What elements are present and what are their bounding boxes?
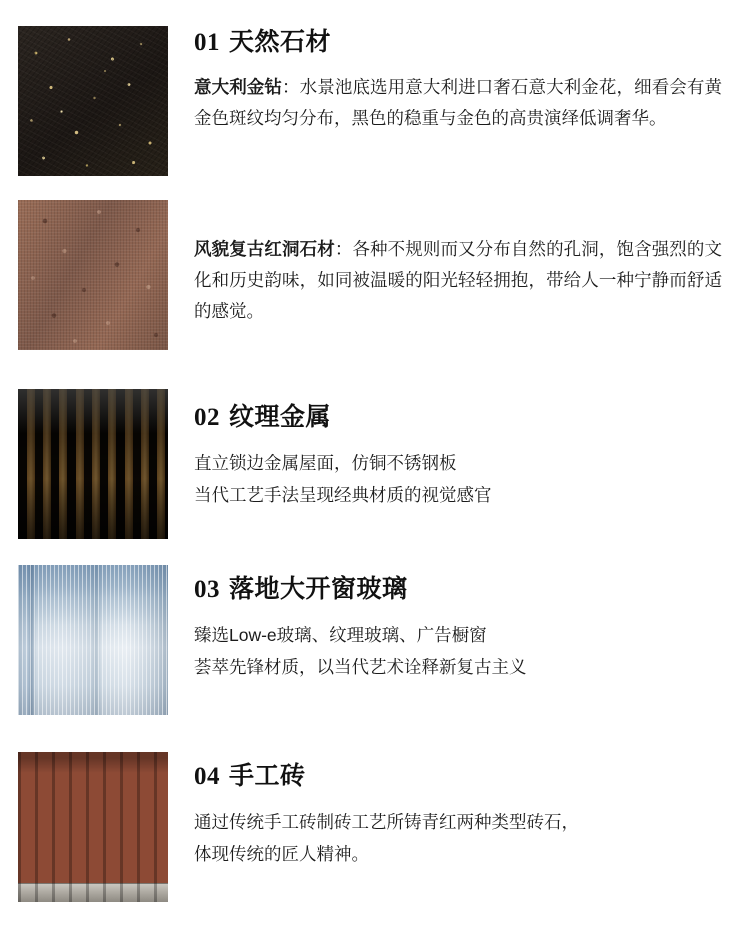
thumbnail-column (18, 565, 168, 715)
section-body-line: 当代工艺手法呈现经典材质的视觉感官 (194, 485, 492, 506)
section-number: 01 (194, 29, 220, 56)
glass-curtain-wall-swatch (18, 565, 168, 715)
section-body-line: 臻选Low-e玻璃、纹理玻璃、广告橱窗 (194, 624, 487, 645)
section-handmade-brick (0, 752, 740, 902)
section-textured-metal (0, 389, 740, 539)
body-lead: 意大利金钻 (194, 76, 283, 97)
section-floor-to-ceiling-glass (0, 565, 740, 715)
bronze-metal-batten-swatch (18, 389, 168, 539)
black-gold-granite-swatch (18, 26, 168, 176)
text-column (168, 26, 722, 134)
section-natural-stone (0, 26, 740, 176)
section-body-line: 荟萃先锋材质，以当代艺术诠释新复古主义 (194, 657, 527, 678)
section-red-travertine (0, 200, 740, 350)
body-rest: ：各种不规则而又分布自然的孔洞，饱含强烈的文化和历史韵味，如同被温暖的阳光轻轻拥抱，带给人一种宁静而舒适的感觉。 (194, 239, 722, 322)
section-number: 02 (194, 404, 220, 431)
section-body-line: 直立锁边金属屋面，仿铜不锈钢板 (194, 452, 457, 473)
thumbnail-column (18, 200, 168, 350)
section-body (194, 72, 722, 134)
red-travertine-swatch (18, 200, 168, 350)
thumbnail-column (18, 26, 168, 176)
section-title: 手工砖 (229, 762, 306, 790)
text-column (168, 200, 722, 327)
body-rest: ：水景池底选用意大利进口奢石意大利金花，细看会有黄金色斑纹均匀分布，黑色的稳重与金色的高贵演绎低调奢华。 (194, 76, 723, 128)
handmade-brick-swatch (18, 752, 168, 902)
section-title: 纹理金属 (229, 403, 332, 431)
section-body-line: 通过传统手工砖制砖工艺所铸青红两种类型砖石， (194, 811, 579, 832)
text-column (168, 752, 722, 871)
section-heading (194, 403, 722, 433)
section-heading (194, 28, 722, 58)
section-title: 天然石材 (229, 28, 332, 56)
brick-base-band (18, 883, 168, 902)
section-number: 03 (194, 576, 220, 603)
body-lead: 风貌复古红洞石材 (194, 239, 335, 259)
text-column (168, 565, 722, 684)
section-heading (194, 762, 722, 792)
thumbnail-column (18, 752, 168, 902)
text-column (168, 389, 722, 512)
section-number: 04 (194, 763, 220, 790)
section-body (194, 234, 722, 327)
thumbnail-column (18, 389, 168, 539)
section-heading (194, 575, 722, 605)
section-body-line: 体现传统的匠人精神。 (194, 844, 369, 865)
section-title: 落地大开窗玻璃 (229, 575, 408, 603)
